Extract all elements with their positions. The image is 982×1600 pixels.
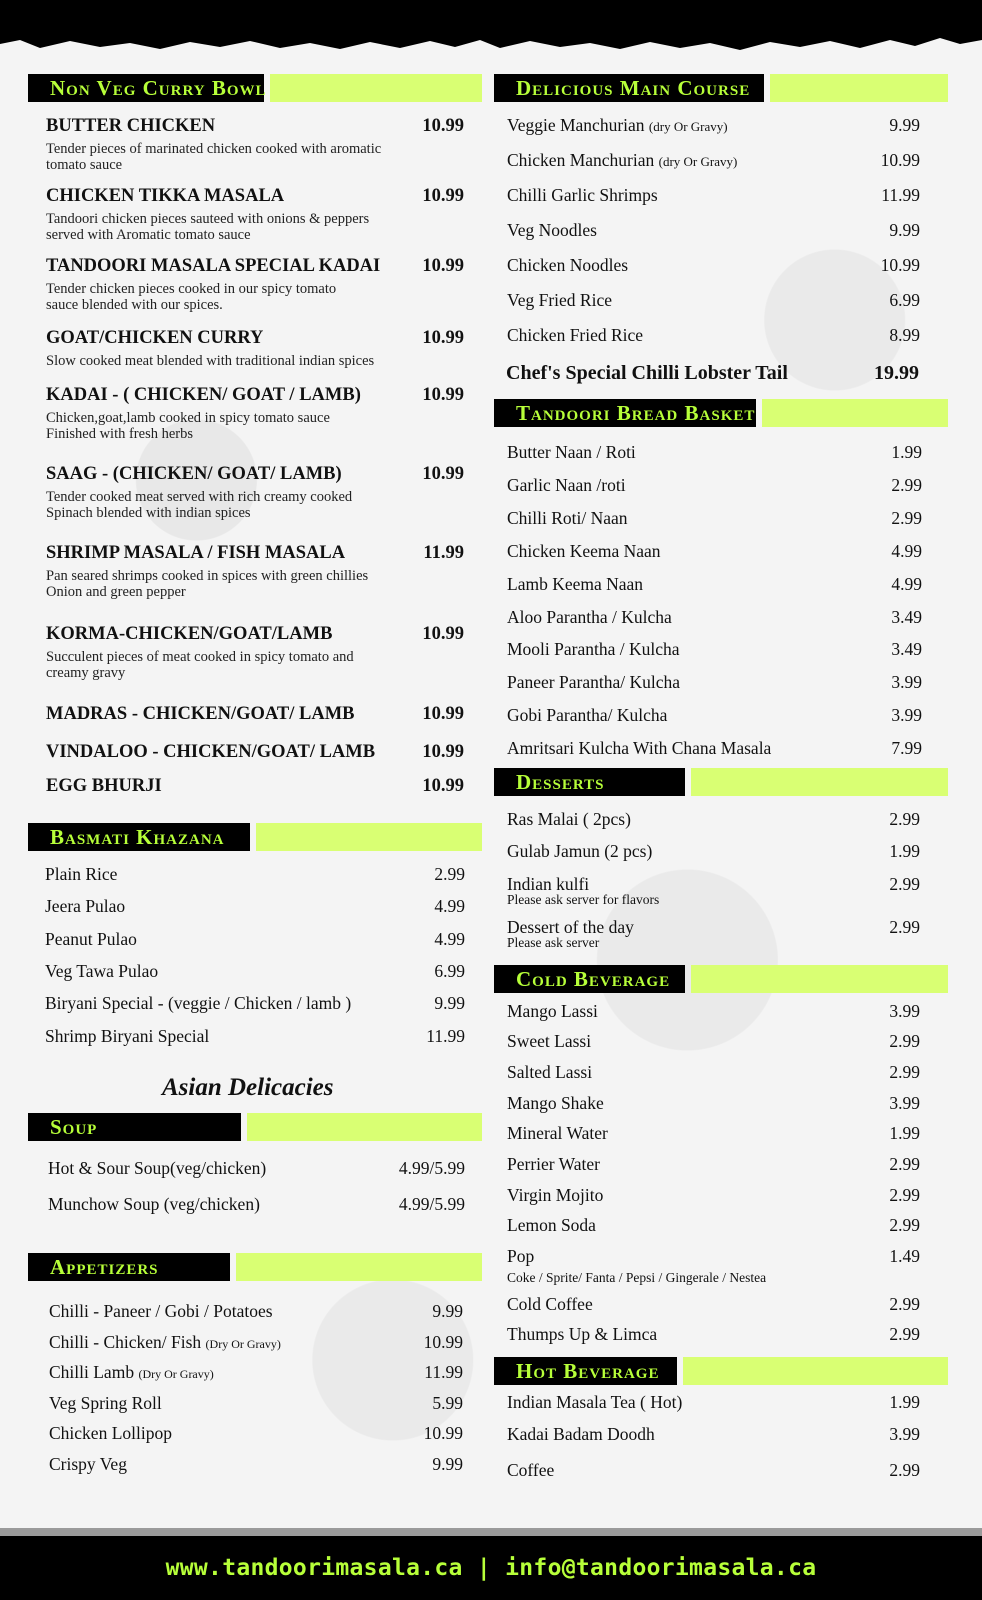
menu-item-name: Thumps Up & Limca — [507, 1324, 658, 1344]
menu-item-subtext: Please ask server — [507, 935, 600, 950]
menu-item-price: 10.99 — [880, 255, 920, 275]
menu-item-price: 11.99 — [881, 185, 920, 205]
section-header-main-course — [494, 74, 948, 102]
section-title: Delicious Main Course — [494, 74, 764, 102]
asian-delicacies-title: Asian Delicacies — [162, 1074, 334, 1101]
section-title: Hot Beverage — [494, 1357, 677, 1385]
menu-item-description: Chicken,goat,lamb cooked in spicy tomato sauce — [46, 410, 330, 426]
menu-item-row — [507, 220, 597, 241]
menu-item-name: Plain Rice — [45, 864, 118, 884]
divider — [0, 1528, 982, 1536]
menu-item-price: 9.99 — [889, 115, 920, 135]
menu-item-price: 4.99 — [434, 896, 465, 917]
section-header-hot-beverage — [494, 1357, 948, 1385]
section-title: Appetizers — [28, 1253, 230, 1281]
menu-item-price: 3.99 — [889, 1093, 920, 1113]
menu-item-price: 10.99 — [422, 328, 464, 348]
menu-item-name: Hot & Sour Soup(veg/chicken) — [48, 1158, 267, 1178]
menu-item-price: 2.99 — [891, 507, 922, 528]
menu-item-name: Chicken Keema Naan — [507, 540, 661, 561]
menu-item-description: Spinach blended with indian spices — [46, 505, 251, 521]
menu-item-price: 5.99 — [432, 1392, 463, 1413]
chefs-special-price: 19.99 — [874, 362, 919, 384]
menu-item-price: 3.49 — [891, 639, 922, 660]
section-title: Basmati Khazana — [28, 823, 250, 851]
menu-item-description: Tender cooked meat served with rich creamy cooked — [46, 489, 353, 505]
lime-bar — [270, 74, 482, 102]
menu-item-name: SAAG - (CHICKEN/ GOAT/ LAMB) — [46, 464, 342, 484]
section-header-desserts — [494, 768, 948, 796]
pop-flavors: Coke / Sprite/ Fanta / Pepsi / Gingerale / Nestea — [507, 1270, 767, 1285]
lime-bar — [247, 1113, 482, 1141]
menu-item-name: Veg Fried Rice — [507, 290, 612, 310]
menu-item-price: 3.99 — [889, 1001, 920, 1021]
menu-item-price: 10.99 — [422, 116, 464, 136]
menu-item-name: Indian kulfi — [507, 874, 590, 894]
menu-item-name: Perrier Water — [507, 1154, 601, 1174]
menu-item-name: Chicken Lollipop — [49, 1423, 172, 1444]
menu-item-row — [49, 1301, 273, 1322]
menu-item-name: Veg Noodles — [507, 220, 597, 240]
menu-item-price: 3.99 — [891, 672, 922, 693]
lime-bar — [691, 768, 948, 796]
menu-item-name: Salted Lassi — [507, 1062, 593, 1082]
menu-item-price: 2.99 — [889, 1294, 920, 1314]
section-header-soup — [28, 1113, 482, 1141]
menu-item-row — [49, 1393, 162, 1414]
menu-item-name: Chilli Garlic Shrimps — [507, 185, 658, 205]
menu-item-price: 2.99 — [889, 874, 920, 894]
menu-item-name: Coffee — [507, 1460, 555, 1480]
menu-item-name: Jeera Pulao — [45, 896, 126, 917]
menu-item-name: Cold Coffee — [507, 1294, 593, 1314]
menu-item-price: 11.99 — [424, 1362, 463, 1383]
menu-item-price: 10.99 — [422, 464, 464, 484]
menu-item-note: (Dry Or Gravy) — [205, 1336, 281, 1351]
menu-item-price: 2.99 — [889, 1062, 920, 1082]
menu-item-name: Pop — [507, 1246, 535, 1266]
menu-item-price: 10.99 — [422, 776, 464, 796]
menu-item-price: 10.99 — [422, 385, 464, 405]
menu-item-row — [507, 115, 728, 136]
menu-item-row — [49, 1362, 214, 1383]
section-title: Desserts — [494, 768, 685, 796]
menu-item-name: Mooli Parantha / Kulcha — [507, 639, 680, 660]
menu-item-price: 1.99 — [889, 1123, 920, 1143]
section-title: Soup — [28, 1113, 241, 1141]
menu-item-row — [507, 290, 612, 311]
lime-bar — [256, 823, 482, 851]
menu-item-row — [507, 255, 628, 276]
menu-item-name: Lamb Keema Naan — [507, 573, 644, 594]
menu-item-description: creamy gravy — [46, 665, 126, 681]
menu-item-price: 9.99 — [889, 220, 920, 240]
menu-item-name: Chilli - Chicken/ Fish — [49, 1331, 202, 1352]
menu-item-name: Mango Lassi — [507, 1001, 598, 1021]
menu-item-price: 4.99 — [891, 573, 922, 594]
menu-item-name: KADAI - ( CHICKEN/ GOAT / LAMB) — [46, 385, 361, 405]
menu-item-description: Tender chicken pieces cooked in our spicy tomato — [46, 281, 337, 297]
menu-item-price: 2.99 — [889, 1324, 920, 1344]
menu-item-price: 2.99 — [889, 1215, 920, 1235]
menu-item-name: Amritsari Kulcha With Chana Masala — [507, 738, 772, 759]
menu-item-price: 2.99 — [889, 1031, 920, 1051]
website-contact-link[interactable]: www.tandoorimasala.ca | info@tandoorimasala.ca — [165, 1555, 817, 1581]
menu-item-price: 4.99/5.99 — [398, 1194, 465, 1214]
menu-item-name: TANDOORI MASALA SPECIAL KADAI — [46, 256, 381, 276]
menu-item-name: Dessert of the day — [507, 917, 634, 937]
menu-item-price: 10.99 — [880, 150, 920, 170]
menu-item-price: 10.99 — [422, 624, 464, 644]
lime-bar — [762, 399, 948, 427]
menu-item-price: 3.99 — [889, 1424, 920, 1444]
menu-item-name: Veg Tawa Pulao — [45, 960, 159, 981]
menu-item-name: Chilli Lamb — [49, 1362, 135, 1383]
menu-item-subtext: Please ask server for flavors — [507, 892, 660, 907]
menu-item-row — [49, 1332, 281, 1353]
section-header-appetizers — [28, 1253, 482, 1281]
menu-item-description: Tandoori chicken pieces sauteed with onions & peppers — [46, 211, 370, 227]
menu-item-name: EGG BHURJI — [46, 776, 162, 796]
menu-item-description: Tender pieces of marinated chicken cooked with aromatic — [46, 141, 382, 157]
menu-item-name: Indian Masala Tea ( Hot) — [507, 1392, 683, 1412]
menu-item-name: Sweet Lassi — [507, 1031, 592, 1051]
menu-item-price: 9.99 — [434, 993, 465, 1014]
menu-item-price: 8.99 — [889, 325, 920, 345]
section-header-non-veg — [28, 74, 482, 102]
section-header-cold-beverage — [494, 965, 948, 993]
menu-item-name: BUTTER CHICKEN — [46, 116, 216, 136]
menu-item-price: 2.99 — [889, 1460, 920, 1480]
menu-item-price: 2.99 — [434, 864, 465, 884]
menu-item-price: 10.99 — [423, 1423, 463, 1444]
menu-item-name: KORMA-CHICKEN/GOAT/LAMB — [46, 624, 333, 644]
chefs-special-name: Chef's Special Chilli Lobster Tail — [506, 362, 788, 384]
menu-item-price: 4.99/5.99 — [398, 1158, 465, 1178]
menu-item-price: 10.99 — [422, 742, 464, 762]
menu-item-name: Ras Malai ( 2pcs) — [507, 809, 631, 829]
menu-item-name: Crispy Veg — [49, 1454, 127, 1474]
menu-item-description: Slow cooked meat blended with traditional indian spices — [46, 353, 375, 369]
menu-item-description: Onion and green pepper — [46, 584, 186, 600]
menu-item-name: SHRIMP MASALA / FISH MASALA — [46, 543, 346, 563]
menu-item-description: sauce blended with our spices. — [46, 297, 223, 313]
menu-item-name: Virgin Mojito — [507, 1185, 604, 1205]
menu-item-name: Paneer Parantha/ Kulcha — [507, 672, 680, 693]
menu-item-name: Peanut Pulao — [45, 928, 137, 949]
lime-bar — [770, 74, 948, 102]
menu-item-name: Gulab Jamun (2 pcs) — [507, 841, 653, 861]
menu-item-price: 6.99 — [889, 290, 920, 310]
menu-item-name: Mango Shake — [507, 1093, 604, 1113]
menu-item-price: 11.99 — [426, 1025, 465, 1046]
footer — [0, 1536, 982, 1600]
menu-item-name: Biryani Special - (veggie / Chicken / lamb ) — [45, 993, 352, 1014]
menu-item-price: 2.99 — [891, 474, 922, 495]
menu-item-name: VINDALOO - CHICKEN/GOAT/ LAMB — [46, 742, 376, 762]
menu-item-name: Chicken Fried Rice — [507, 325, 644, 345]
menu-item-price: 10.99 — [422, 704, 464, 724]
menu-item-name: Chilli - Paneer / Gobi / Potatoes — [49, 1301, 273, 1321]
torn-paper-header — [0, 0, 982, 58]
menu-item-row — [49, 1423, 172, 1444]
menu-item-name: Munchow Soup (veg/chicken) — [48, 1194, 260, 1214]
menu-item-row — [507, 150, 737, 171]
menu-item-name: Chicken Noodles — [507, 255, 629, 275]
menu-item-note: (Dry Or Gravy) — [138, 1367, 214, 1382]
menu-item-price: 10.99 — [422, 186, 464, 206]
menu-item-description: Pan seared shrimps cooked in spices with green chillies — [46, 568, 369, 584]
menu-item-name: Garlic Naan /roti — [507, 474, 626, 495]
section-title: Tandoori Bread Basket — [494, 399, 756, 427]
menu-item-name: Shrimp Biryani Special — [45, 1025, 210, 1046]
section-title: Non Veg Curry Bowl — [28, 74, 264, 102]
lime-bar — [236, 1253, 482, 1281]
menu-item-price: 4.99 — [891, 540, 922, 561]
menu-item-price: 6.99 — [434, 960, 465, 981]
menu-item-description: served with Aromatic tomato sauce — [46, 227, 251, 243]
menu-item-name: Veg Spring Roll — [49, 1392, 162, 1413]
menu-item-note: (dry Or Gravy) — [648, 119, 728, 134]
menu-item-price: 1.99 — [889, 1392, 920, 1412]
section-title: Cold Beverage — [494, 965, 685, 993]
menu-item-name: Veggie Manchurian — [507, 115, 645, 135]
menu-item-price: 1.49 — [889, 1246, 920, 1266]
menu-item-price: 2.99 — [889, 917, 920, 937]
menu-item-note: (dry Or Gravy) — [658, 154, 738, 169]
menu-item-price: 7.99 — [891, 738, 922, 759]
menu-item-price: 3.99 — [891, 705, 922, 726]
menu-item-description: Finished with fresh herbs — [46, 426, 193, 442]
menu-item-name: Mineral Water — [507, 1123, 608, 1143]
menu-item-name: Aloo Parantha / Kulcha — [507, 606, 672, 627]
menu-item-name: GOAT/CHICKEN CURRY — [46, 328, 264, 348]
lime-bar — [683, 1357, 948, 1385]
lime-bar — [691, 965, 948, 993]
menu-item-price: 2.99 — [889, 809, 920, 829]
menu-item-price: 4.99 — [434, 928, 465, 949]
menu-item-name: CHICKEN TIKKA MASALA — [46, 186, 285, 206]
section-header-basmati — [28, 823, 482, 851]
menu-item-description: tomato sauce — [46, 157, 123, 173]
menu-item-name: Lemon Soda — [507, 1215, 596, 1235]
menu-item-description: Succulent pieces of meat cooked in spicy tomato and — [46, 649, 354, 665]
menu-item-name: Butter Naan / Roti — [507, 442, 636, 462]
menu-item-name: MADRAS - CHICKEN/GOAT/ LAMB — [46, 704, 355, 724]
menu-item-row — [507, 325, 643, 346]
menu-item-price: 1.99 — [891, 442, 922, 462]
menu-item-price: 9.99 — [432, 1301, 463, 1321]
menu-item-name: Gobi Parantha/ Kulcha — [507, 705, 668, 726]
menu-item-row — [49, 1454, 127, 1475]
menu-item-row — [507, 185, 658, 206]
menu-item-price: 2.99 — [889, 1185, 920, 1205]
menu-item-name: Chilli Roti/ Naan — [507, 507, 628, 528]
menu-item-name: Chicken Manchurian — [507, 150, 655, 170]
menu-item-price: 1.99 — [889, 841, 920, 861]
menu-item-price: 2.99 — [889, 1154, 920, 1174]
menu-item-name: Kadai Badam Doodh — [507, 1424, 655, 1444]
menu-item-price: 10.99 — [423, 1331, 463, 1352]
menu-item-price: 11.99 — [423, 543, 464, 563]
menu-item-price: 9.99 — [432, 1454, 463, 1474]
section-header-bread — [494, 399, 948, 427]
menu-item-price: 10.99 — [422, 256, 464, 276]
menu-item-price: 3.49 — [891, 606, 922, 627]
